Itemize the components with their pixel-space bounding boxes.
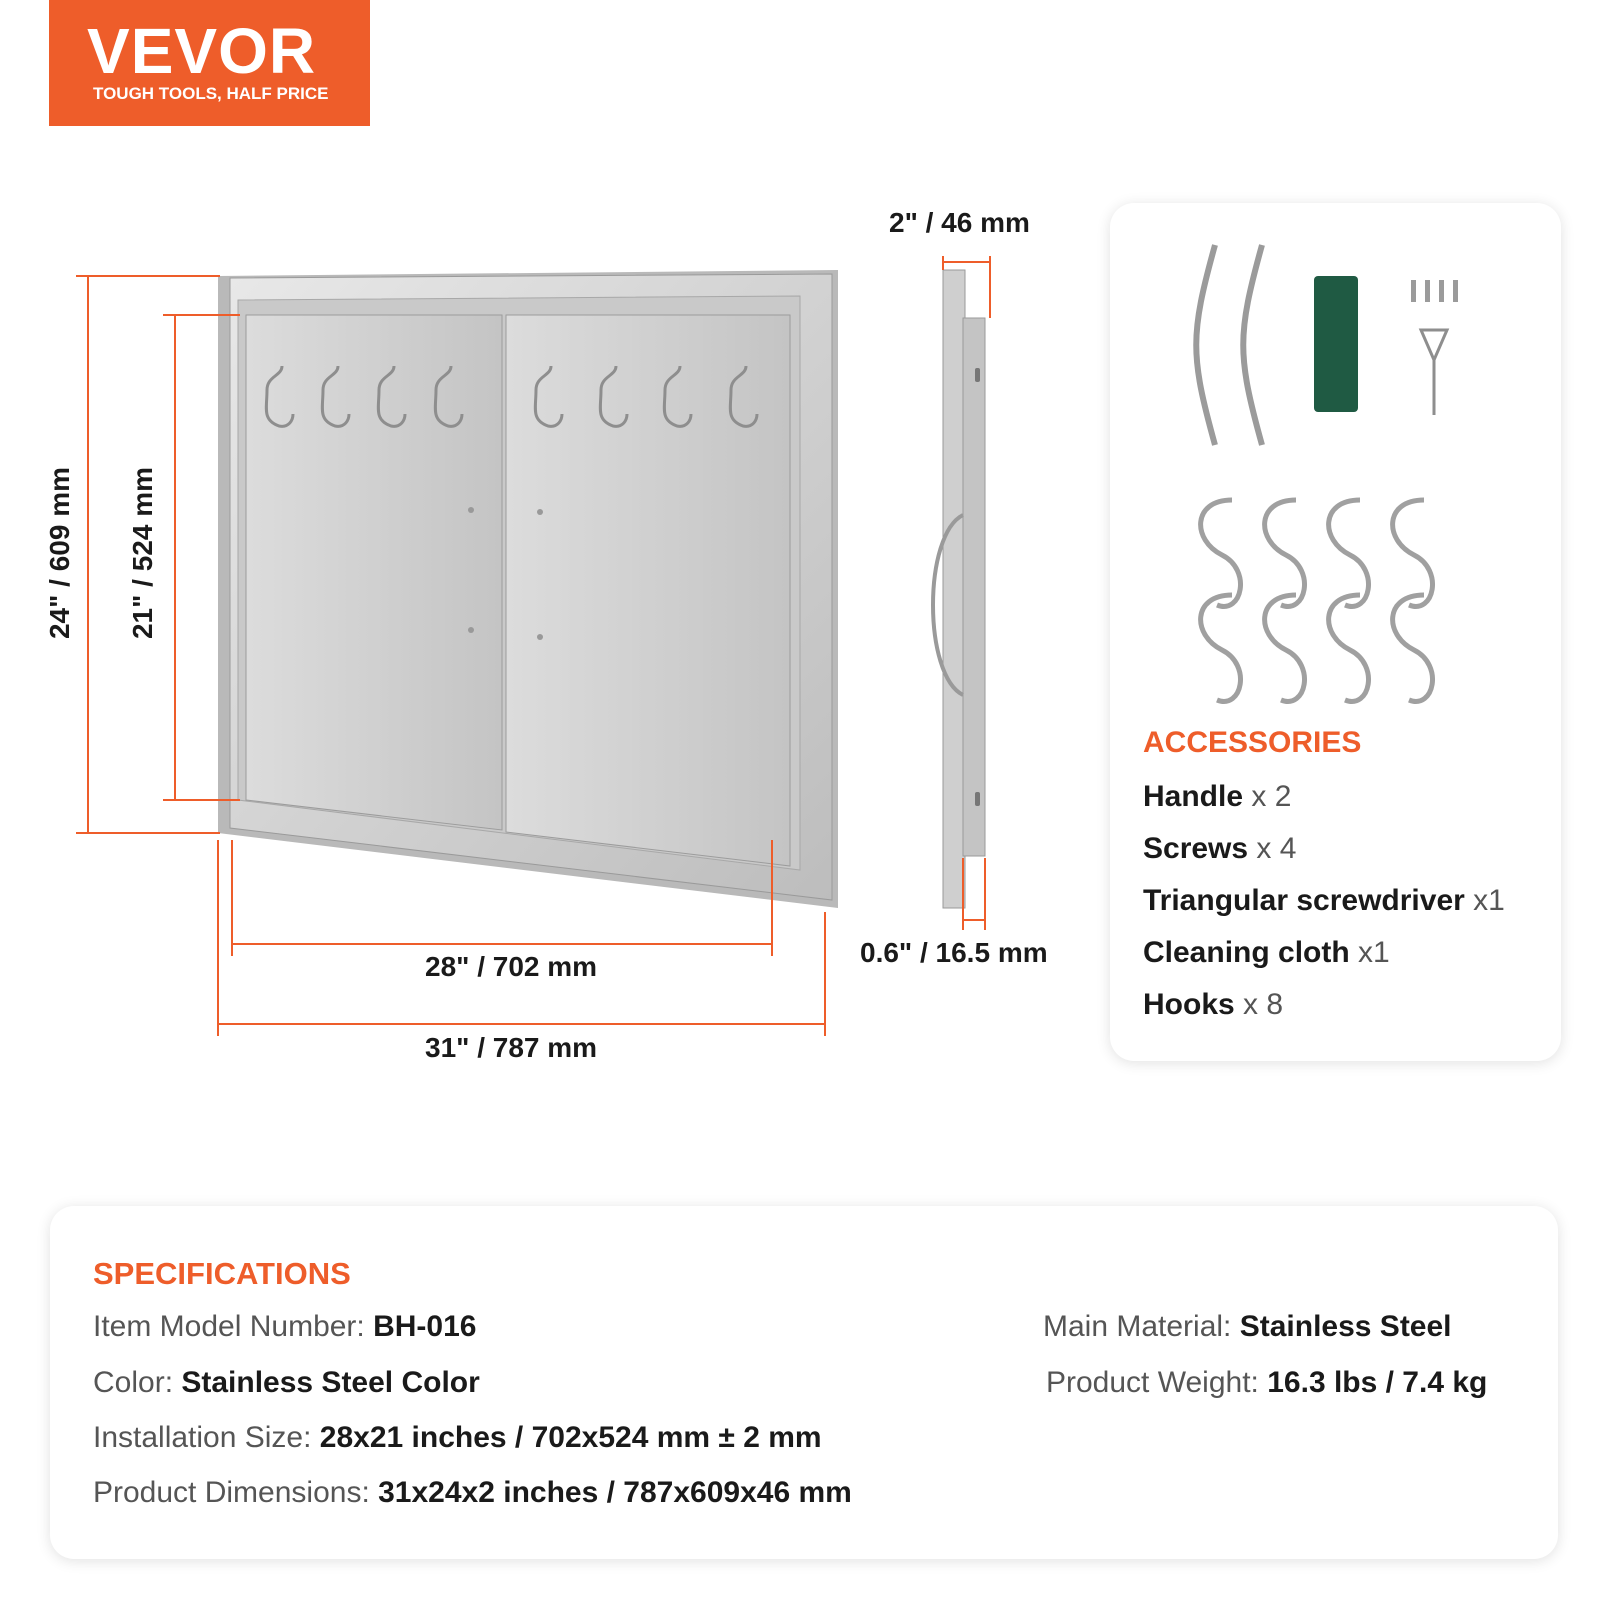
dim-inner-width: 28" / 702 mm: [425, 951, 598, 982]
spec-install-size: Installation Size: 28x21 inches / 702x524 mm ± 2 mm: [93, 1421, 822, 1454]
spec-weight: Product Weight: 16.3 lbs / 7.4 kg: [1046, 1366, 1488, 1399]
cleaning-cloth-icon: [1314, 276, 1358, 412]
accessory-item: Triangular screwdriver x1: [1143, 884, 1505, 917]
hooks-icon: [1201, 500, 1433, 701]
accessory-item: Cleaning cloth x1: [1143, 936, 1390, 969]
brand-name: VEVOR: [87, 15, 317, 87]
screws-icon: [1411, 280, 1458, 302]
dim-flange: 0.6" / 16.5 mm: [860, 937, 1048, 968]
spec-material: Main Material: Stainless Steel: [1043, 1310, 1452, 1343]
dim-outer-height: 24" / 609 mm: [44, 466, 75, 640]
accessories-title: ACCESSORIES: [1143, 726, 1362, 759]
accessory-item: Hooks x 8: [1143, 988, 1284, 1021]
handle-icon: [1196, 245, 1262, 445]
screwdriver-icon: [1421, 330, 1447, 415]
accessory-item: Screws x 4: [1143, 832, 1297, 865]
specifications-title: SPECIFICATIONS: [93, 1256, 351, 1291]
dim-depth: 2" / 46 mm: [889, 207, 1030, 238]
accessory-item: Handle x 2: [1143, 780, 1292, 813]
spec-product-dimensions: Product Dimensions: 31x24x2 inches / 787x609x46 mm: [93, 1476, 852, 1509]
dim-outer-width: 31" / 787 mm: [425, 1032, 598, 1063]
spec-color: Color: Stainless Steel Color: [93, 1366, 480, 1399]
dim-inner-height: 21" / 524 mm: [127, 466, 158, 640]
brand-tagline: TOUGH TOOLS, HALF PRICE: [93, 84, 329, 103]
spec-model: Item Model Number: BH-016: [93, 1310, 477, 1343]
